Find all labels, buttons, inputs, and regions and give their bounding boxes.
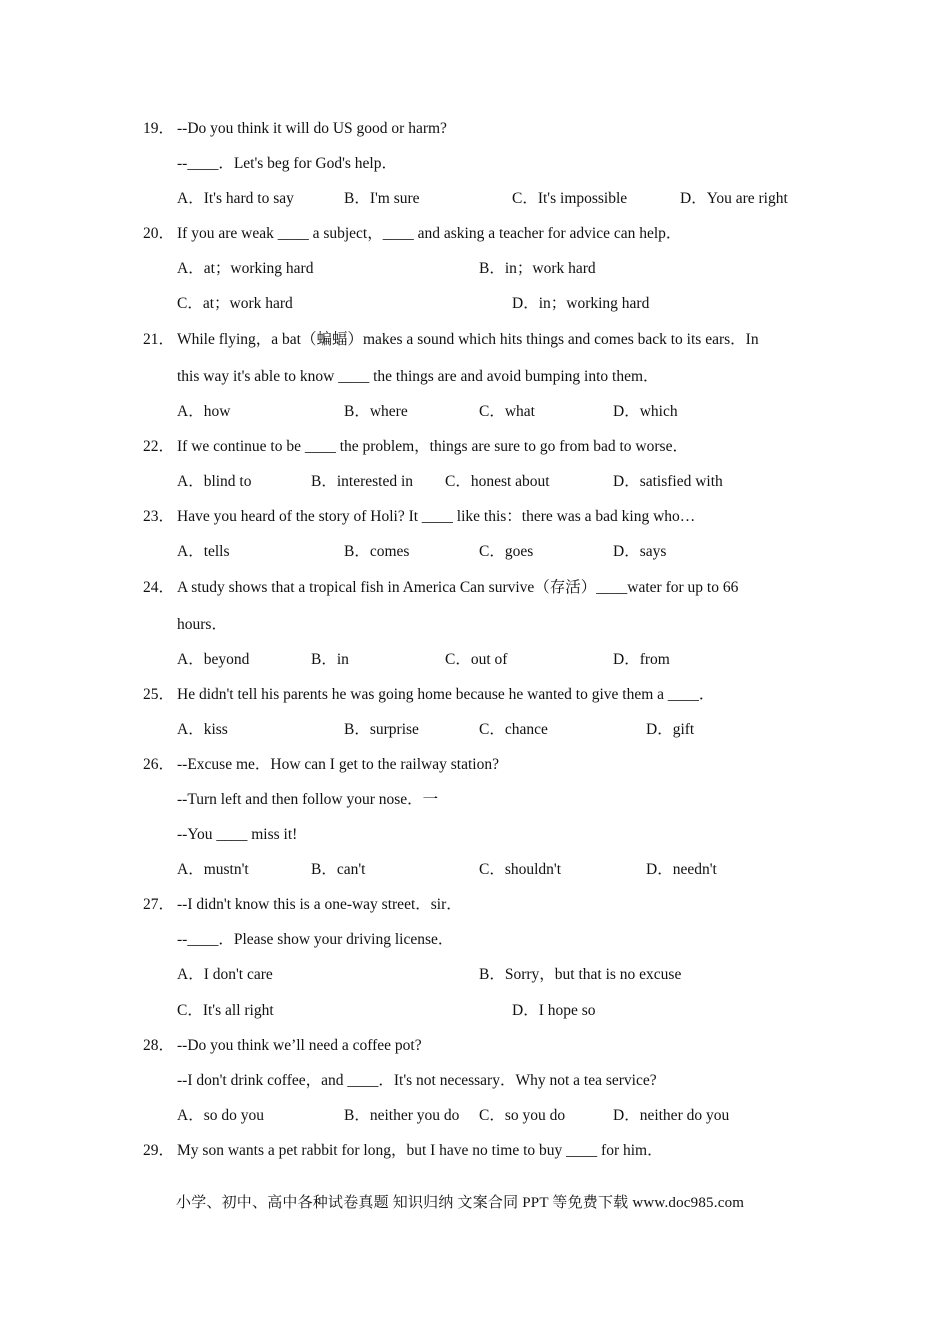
option-b[interactable]: B．surprise xyxy=(344,721,419,738)
option-d[interactable]: D．says xyxy=(613,543,667,560)
option-a[interactable]: A．tells xyxy=(177,543,230,560)
question-stem: --I didn't know this is a one-way street．sir． xyxy=(177,896,462,913)
option-b[interactable]: B．in xyxy=(311,651,349,668)
question-stem: If you are weak ____ a subject，____ and asking a teacher for advice can help． xyxy=(177,225,682,242)
question-stem-line: --I don't drink coffee，and ____．It's not necessary．Why not a tea service? xyxy=(177,1072,657,1089)
question-number: 19． xyxy=(143,120,175,137)
option-b[interactable]: B．comes xyxy=(344,543,410,560)
option-d[interactable]: D．needn't xyxy=(646,861,717,878)
question-number: 26． xyxy=(143,756,175,773)
option-d[interactable]: D．You are right xyxy=(680,190,788,207)
option-a[interactable]: A．at；working hard xyxy=(177,260,314,277)
question-stem: If we continue to be ____ the problem，things are sure to go from bad to worse． xyxy=(177,438,688,455)
option-c[interactable]: C．It's all right xyxy=(177,1002,274,1019)
question-stem-line: --Turn left and then follow your nose．一 xyxy=(177,791,439,808)
option-b[interactable]: B．I'm sure xyxy=(344,190,420,207)
question-number: 21． xyxy=(143,331,175,348)
question-stem: Have you heard of the story of Holi? It ____ like this：there was a bad king who… xyxy=(177,508,696,525)
page-footer: 小学、初中、高中各种试卷真题 知识归纳 文案合同 PPT 等免费下载 www.doc985.com xyxy=(176,1195,745,1211)
option-c[interactable]: C．out of xyxy=(445,651,508,668)
option-c[interactable]: C．what xyxy=(479,403,535,420)
option-a[interactable]: A．kiss xyxy=(177,721,228,738)
question-number: 20． xyxy=(143,225,175,242)
option-d[interactable]: D．satisfied with xyxy=(613,473,723,490)
question-number: 28． xyxy=(143,1037,175,1054)
question-stem-line: this way it's able to know ____ the things are and avoid bumping into them． xyxy=(177,368,659,385)
question-number: 24． xyxy=(143,579,175,596)
option-c[interactable]: C．shouldn't xyxy=(479,861,562,878)
option-d[interactable]: D．in；working hard xyxy=(512,295,650,312)
option-a[interactable]: A．so do you xyxy=(177,1107,264,1124)
question-stem-line: --You ____ miss it! xyxy=(177,826,298,843)
question-stem: My son wants a pet rabbit for long，but I have no time to buy ____ for him． xyxy=(177,1142,663,1159)
option-c[interactable]: C．chance xyxy=(479,721,548,738)
option-d[interactable]: D．gift xyxy=(646,721,695,738)
question-stem: --Do you think we’ll need a coffee pot? xyxy=(177,1037,422,1054)
question-stem: He didn't tell his parents he was going home because he wanted to give them a ____． xyxy=(177,686,715,703)
question-stem-line: --____．Let's beg for God's help． xyxy=(177,155,397,172)
option-a[interactable]: A．beyond xyxy=(177,651,250,668)
option-a[interactable]: A．blind to xyxy=(177,473,252,490)
question-stem-line: hours． xyxy=(177,616,227,633)
option-d[interactable]: D．I hope so xyxy=(512,1002,596,1019)
question-number: 29． xyxy=(143,1142,175,1159)
question-number: 22． xyxy=(143,438,175,455)
option-a[interactable]: A．I don't care xyxy=(177,966,273,983)
option-d[interactable]: D．from xyxy=(613,651,670,668)
option-b[interactable]: B．can't xyxy=(311,861,366,878)
question-stem: --Excuse me．How can I get to the railway station? xyxy=(177,756,499,773)
option-c[interactable]: C．so you do xyxy=(479,1107,566,1124)
option-b[interactable]: B．neither you do xyxy=(344,1107,460,1124)
option-b[interactable]: B．in；work hard xyxy=(479,260,596,277)
question-stem-line: --____．Please show your driving license． xyxy=(177,931,454,948)
question-stem: While flying，a bat（蝙蝠）makes a sound which hits things and comes back to its ears．In xyxy=(177,331,759,348)
question-number: 25． xyxy=(143,686,175,703)
option-a[interactable]: A．mustn't xyxy=(177,861,249,878)
option-b[interactable]: B．Sorry，but that is no excuse xyxy=(479,966,682,983)
option-c[interactable]: C．at；work hard xyxy=(177,295,293,312)
option-a[interactable]: A．how xyxy=(177,403,231,420)
option-d[interactable]: D．neither do you xyxy=(613,1107,730,1124)
option-c[interactable]: C．honest about xyxy=(445,473,550,490)
option-b[interactable]: B．where xyxy=(344,403,408,420)
option-d[interactable]: D．which xyxy=(613,403,678,420)
option-b[interactable]: B．interested in xyxy=(311,473,414,490)
option-c[interactable]: C．It's impossible xyxy=(512,190,628,207)
question-number: 23． xyxy=(143,508,175,525)
question-stem: --Do you think it will do US good or harm? xyxy=(177,120,447,137)
question-stem: A study shows that a tropical fish in America Can survive（存活）____water for up to 66 xyxy=(177,579,739,596)
option-a[interactable]: A．It's hard to say xyxy=(177,190,294,207)
question-number: 27． xyxy=(143,896,175,913)
option-c[interactable]: C．goes xyxy=(479,543,534,560)
